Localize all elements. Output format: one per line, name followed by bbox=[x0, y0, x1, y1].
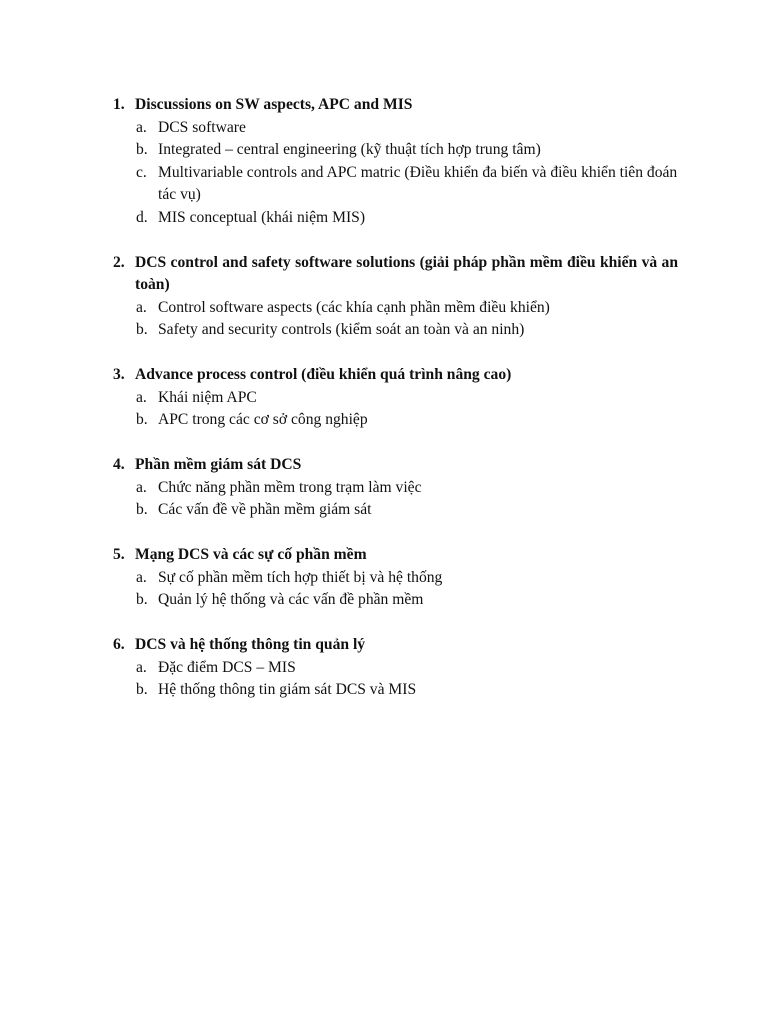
sub-topic-item bbox=[136, 387, 678, 410]
outline-section-1 bbox=[113, 94, 678, 229]
sub-topic-item bbox=[136, 319, 678, 342]
sub-topic-list bbox=[113, 117, 678, 230]
sub-topic-text: Chức năng phần mềm trong trạm làm việc bbox=[158, 478, 422, 496]
section-number: 6. bbox=[113, 636, 125, 653]
section-title: DCS và hệ thống thông tin quản lý bbox=[135, 636, 366, 653]
sub-topic-text: APC trong các cơ sở công nghiệp bbox=[158, 411, 368, 428]
sub-topic-letter: d. bbox=[136, 208, 148, 226]
sub-topic-list bbox=[113, 567, 678, 612]
course-outline bbox=[113, 94, 678, 724]
sub-topic-item bbox=[136, 657, 678, 680]
outline-section-2 bbox=[113, 252, 678, 342]
sub-topic-text: Quản lý hệ thống và các vấn đề phần mềm bbox=[158, 591, 424, 608]
outline-section-5 bbox=[113, 544, 678, 612]
sub-topic-text: Các vấn đề về phần mềm giám sát bbox=[158, 501, 372, 518]
sub-topic-item bbox=[136, 162, 678, 207]
sub-topic-list bbox=[113, 297, 678, 342]
sub-topic-text: Multivariable controls and APC matric (Điều khiển đa biến và điều khiển tiên đoán tác vụ) bbox=[158, 163, 678, 203]
sub-topic-item bbox=[136, 207, 678, 230]
section-heading bbox=[113, 544, 678, 567]
section-number: 2. bbox=[113, 253, 125, 271]
sub-topic-letter: c. bbox=[136, 163, 147, 181]
outline-section-3 bbox=[113, 364, 678, 432]
sub-topic-letter: b. bbox=[136, 501, 148, 518]
outline-section-4 bbox=[113, 454, 678, 522]
sub-topic-item bbox=[136, 679, 678, 702]
sub-topic-list bbox=[113, 387, 678, 432]
sub-topic-letter: b. bbox=[136, 681, 148, 698]
sub-topic-list bbox=[113, 477, 678, 522]
sub-topic-text: Đặc điểm DCS – MIS bbox=[158, 658, 296, 676]
section-title: Mạng DCS và các sự cố phần mềm bbox=[135, 546, 367, 563]
section-number: 1. bbox=[113, 96, 125, 113]
section-title: Phần mềm giám sát DCS bbox=[135, 456, 302, 473]
sub-topic-text: Integrated – central engineering (kỹ thuật tích hợp trung tâm) bbox=[158, 141, 541, 158]
section-heading bbox=[113, 364, 678, 387]
sub-topic-text: Hệ thống thông tin giám sát DCS và MIS bbox=[158, 681, 417, 698]
sub-topic-text: Control software aspects (các khía cạnh phần mềm điều khiển) bbox=[158, 298, 550, 316]
sub-topic-letter: a. bbox=[136, 568, 147, 586]
sub-topic-letter: a. bbox=[136, 388, 147, 406]
sub-topic-item bbox=[136, 589, 678, 612]
sub-topic-list bbox=[113, 657, 678, 702]
sub-topic-letter: a. bbox=[136, 118, 147, 136]
sub-topic-text: Khái niệm APC bbox=[158, 388, 257, 406]
sub-topic-text: DCS software bbox=[158, 118, 246, 136]
section-heading bbox=[113, 634, 678, 657]
sub-topic-item bbox=[136, 117, 678, 140]
sub-topic-text: Safety and security controls (kiểm soát an toàn và an ninh) bbox=[158, 321, 525, 338]
section-title: Discussions on SW aspects, APC and MIS bbox=[135, 96, 413, 113]
sub-topic-letter: a. bbox=[136, 658, 147, 676]
sub-topic-item bbox=[136, 567, 678, 590]
section-heading bbox=[113, 252, 678, 297]
sub-topic-letter: b. bbox=[136, 321, 148, 338]
section-heading bbox=[113, 454, 678, 477]
section-title: Advance process control (điều khiển quá trình nâng cao) bbox=[135, 366, 512, 383]
sub-topic-item bbox=[136, 477, 678, 500]
sub-topic-letter: b. bbox=[136, 141, 148, 158]
section-number: 3. bbox=[113, 366, 125, 383]
sub-topic-letter: b. bbox=[136, 411, 148, 428]
sub-topic-letter: a. bbox=[136, 478, 147, 496]
sub-topic-item bbox=[136, 139, 678, 162]
section-heading bbox=[113, 94, 678, 117]
outline-section-6 bbox=[113, 634, 678, 702]
sub-topic-item bbox=[136, 409, 678, 432]
section-title: DCS control and safety software solutions (giải pháp phần mềm điều khiển và an toàn) bbox=[135, 253, 678, 293]
section-number: 4. bbox=[113, 456, 125, 473]
sub-topic-text: Sự cố phần mềm tích hợp thiết bị và hệ thống bbox=[158, 568, 443, 586]
sub-topic-item bbox=[136, 499, 678, 522]
sub-topic-item bbox=[136, 297, 678, 320]
sub-topic-letter: a. bbox=[136, 298, 147, 316]
sub-topic-text: MIS conceptual (khái niệm MIS) bbox=[158, 208, 366, 226]
section-number: 5. bbox=[113, 546, 125, 563]
sub-topic-letter: b. bbox=[136, 591, 148, 608]
